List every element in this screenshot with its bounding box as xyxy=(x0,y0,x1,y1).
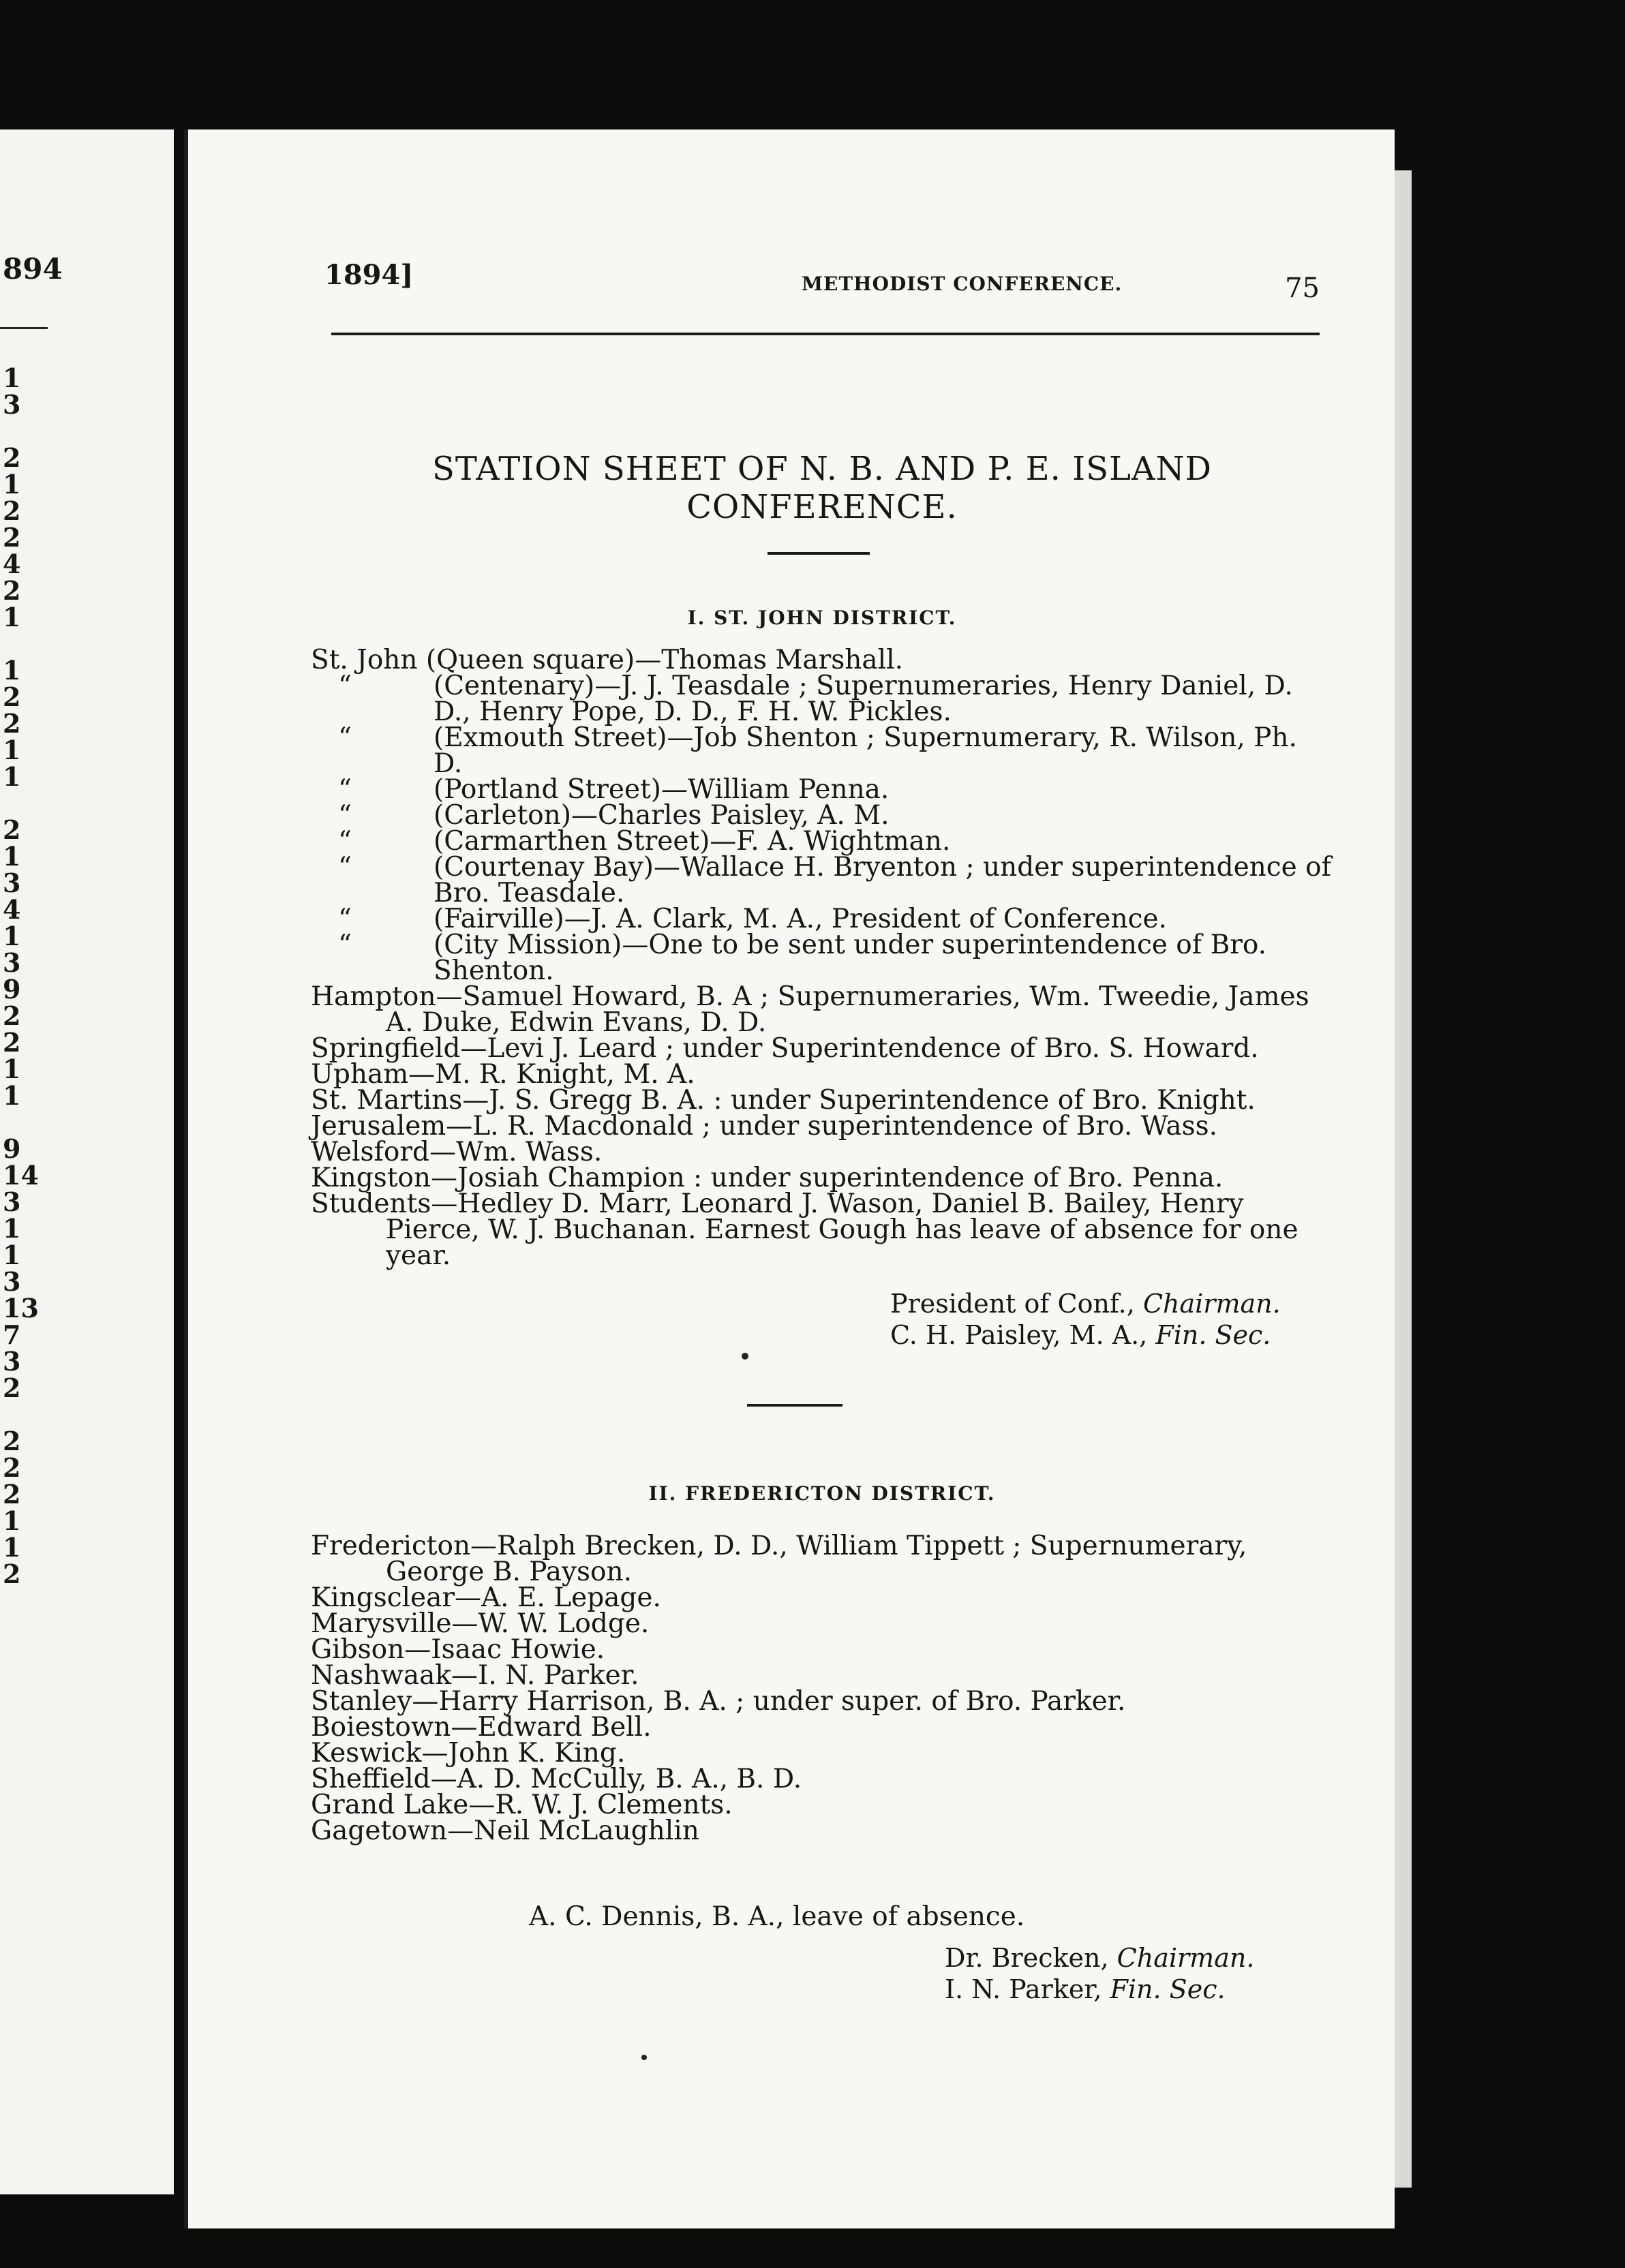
station-entry xyxy=(311,906,1333,932)
ditto-mark: “ xyxy=(338,930,352,960)
station-entry xyxy=(311,1085,1333,1116)
station-entry xyxy=(311,1738,1333,1768)
station-text: Boiestown—Edward Bell. xyxy=(311,1712,652,1743)
title-divider xyxy=(768,552,870,555)
ink-speck xyxy=(641,2055,647,2060)
facing-page-year: 894 xyxy=(3,252,63,286)
signature-line: President of Conf., Chairman. xyxy=(890,1289,1281,1319)
station-text: St. John (Queen square)—Thomas Marshall. xyxy=(311,645,904,675)
station-text: Jerusalem—L. R. Macdonald ; under superintendence of Bro. Wass. xyxy=(311,1111,1217,1141)
st-john-signatures xyxy=(890,1288,1281,1351)
ditto-mark: “ xyxy=(338,904,352,934)
station-text: (Courtenay Bay)—Wallace H. Bryenton ; under superintendence of Bro. Teasdale. xyxy=(434,852,1332,908)
facing-page-fragment xyxy=(0,129,174,2194)
station-text: Hampton—Samuel Howard, B. A ; Supernumeraries, Wm. Tweedie, James A. Duke, Edwin Evans, D. D. xyxy=(311,981,1309,1038)
station-text: Stanley—Harry Harrison, B. A. ; under super. of Bro. Parker. xyxy=(311,1686,1126,1717)
fredericton-signatures xyxy=(945,1942,1254,2005)
station-text: St. Martins—J. S. Gregg B. A. : under Superintendence of Bro. Knight. xyxy=(311,1085,1256,1116)
ditto-mark: “ xyxy=(338,826,352,857)
page-title: STATION SHEET OF N. B. AND P. E. ISLAND CONFERENCE. xyxy=(431,450,1213,526)
station-text: (Carmarthen Street)—F. A. Wightman. xyxy=(434,826,951,857)
facing-page-rule xyxy=(0,327,48,329)
station-text: (City Mission)—One to be sent under superintendence of Bro. Shenton. xyxy=(434,930,1267,986)
page-number: 75 xyxy=(1285,273,1320,304)
station-entry xyxy=(311,981,1333,1038)
district-divider xyxy=(747,1404,842,1407)
station-text: Keswick—John K. King. xyxy=(311,1738,626,1768)
station-entry xyxy=(311,1111,1333,1141)
station-entry xyxy=(311,722,1333,779)
station-entry xyxy=(311,1033,1333,1064)
running-header xyxy=(324,259,1320,313)
station-entry xyxy=(311,1815,1333,1846)
ditto-mark: “ xyxy=(338,671,352,701)
fredericton-district-entries xyxy=(311,1533,1333,1844)
header-rule xyxy=(331,333,1320,335)
station-text: Students—Hedley D. Marr, Leonard J. Wason, Daniel B. Bailey, Henry Pierce, W. J. Buchanan. Earnest Gough has leave of absence for one year. xyxy=(311,1189,1299,1271)
leave-of-absence-note: A. C. Dennis, B. A., leave of absence. xyxy=(529,1901,1025,1932)
station-text: (Portland Street)—William Penna. xyxy=(434,774,890,805)
station-text: Grand Lake—R. W. J. Clements. xyxy=(311,1790,733,1820)
facing-page-number-column: 1 3 2 1 2 2 4 2 1 1 2 2 1 1 2 1 3 4 1 3 9 2 2 1 1 9 14 3 1 1 3 13 7 3 2 2 2 2 1 1 2 xyxy=(3,363,39,1589)
ink-speck xyxy=(742,1353,748,1360)
ditto-mark: “ xyxy=(338,774,352,805)
station-entry xyxy=(311,800,1333,831)
station-text: Fredericton—Ralph Brecken, D. D., William Tippett ; Supernumerary, George B. Payson. xyxy=(311,1531,1247,1587)
station-entry xyxy=(311,774,1333,805)
running-title: METHODIST CONFERENCE. xyxy=(802,273,1123,295)
station-text: (Carleton)—Charles Paisley, A. M. xyxy=(434,800,890,831)
station-entry xyxy=(311,1660,1333,1691)
station-entry xyxy=(311,1766,1333,1792)
signature-line: I. N. Parker, Fin. Sec. xyxy=(945,1974,1226,2004)
station-text: Sheffield—A. D. McCully, B. A., B. D. xyxy=(311,1764,802,1794)
station-text: (Fairville)—J. A. Clark, M. A., President of Conference. xyxy=(434,904,1167,934)
station-entry xyxy=(311,1792,1333,1818)
station-text: Nashwaak—I. N. Parker. xyxy=(311,1660,639,1691)
station-entry xyxy=(311,1582,1333,1613)
station-entry xyxy=(311,1634,1333,1665)
station-text: Gagetown—Neil McLaughlin xyxy=(311,1815,699,1846)
book-page xyxy=(184,129,1395,2228)
station-text: Kingston—Josiah Champion : under superintendence of Bro. Penna. xyxy=(311,1163,1224,1193)
station-text: Gibson—Isaac Howie. xyxy=(311,1634,605,1665)
station-entry xyxy=(311,1712,1333,1743)
station-entry xyxy=(311,1059,1333,1090)
station-entry xyxy=(311,1191,1333,1269)
st-john-district-entries xyxy=(311,647,1333,1269)
station-text: Springfield—Levi J. Leard ; under Superintendence of Bro. S. Howard. xyxy=(311,1033,1259,1064)
station-entry xyxy=(311,1686,1333,1717)
station-entry xyxy=(311,1608,1333,1639)
ditto-mark: “ xyxy=(338,800,352,831)
ditto-mark: “ xyxy=(338,722,352,753)
station-text: Kingsclear—A. E. Lepage. xyxy=(311,1582,661,1613)
district-heading-fredericton: II. FREDERICTON DISTRICT. xyxy=(648,1482,996,1505)
signature-line: Dr. Brecken, Chairman. xyxy=(945,1943,1255,1973)
station-text: (Exmouth Street)—Job Shenton ; Supernumerary, R. Wilson, Ph. D. xyxy=(434,722,1297,779)
station-text: Welsford—Wm. Wass. xyxy=(311,1137,603,1167)
station-text: Upham—M. R. Knight, M. A. xyxy=(311,1059,695,1090)
station-entry xyxy=(311,826,1333,857)
station-entry xyxy=(311,932,1333,984)
header-year: 1894] xyxy=(324,259,414,291)
station-entry xyxy=(311,1139,1333,1165)
station-entry xyxy=(311,647,1333,673)
station-text: (Centenary)—J. J. Teasdale ; Supernumeraries, Henry Daniel, D. D., Henry Pope, D. D., F. H. W. Pickles. xyxy=(434,671,1293,727)
ditto-mark: “ xyxy=(338,852,352,883)
district-heading-st-john: I. ST. JOHN DISTRICT. xyxy=(687,607,957,629)
station-text: Marysville—W. W. Lodge. xyxy=(311,1608,650,1639)
station-entry xyxy=(311,1165,1333,1191)
signature-line: C. H. Paisley, M. A., Fin. Sec. xyxy=(890,1320,1271,1350)
station-entry xyxy=(311,673,1333,725)
station-entry xyxy=(311,1533,1333,1585)
station-entry xyxy=(311,852,1333,908)
